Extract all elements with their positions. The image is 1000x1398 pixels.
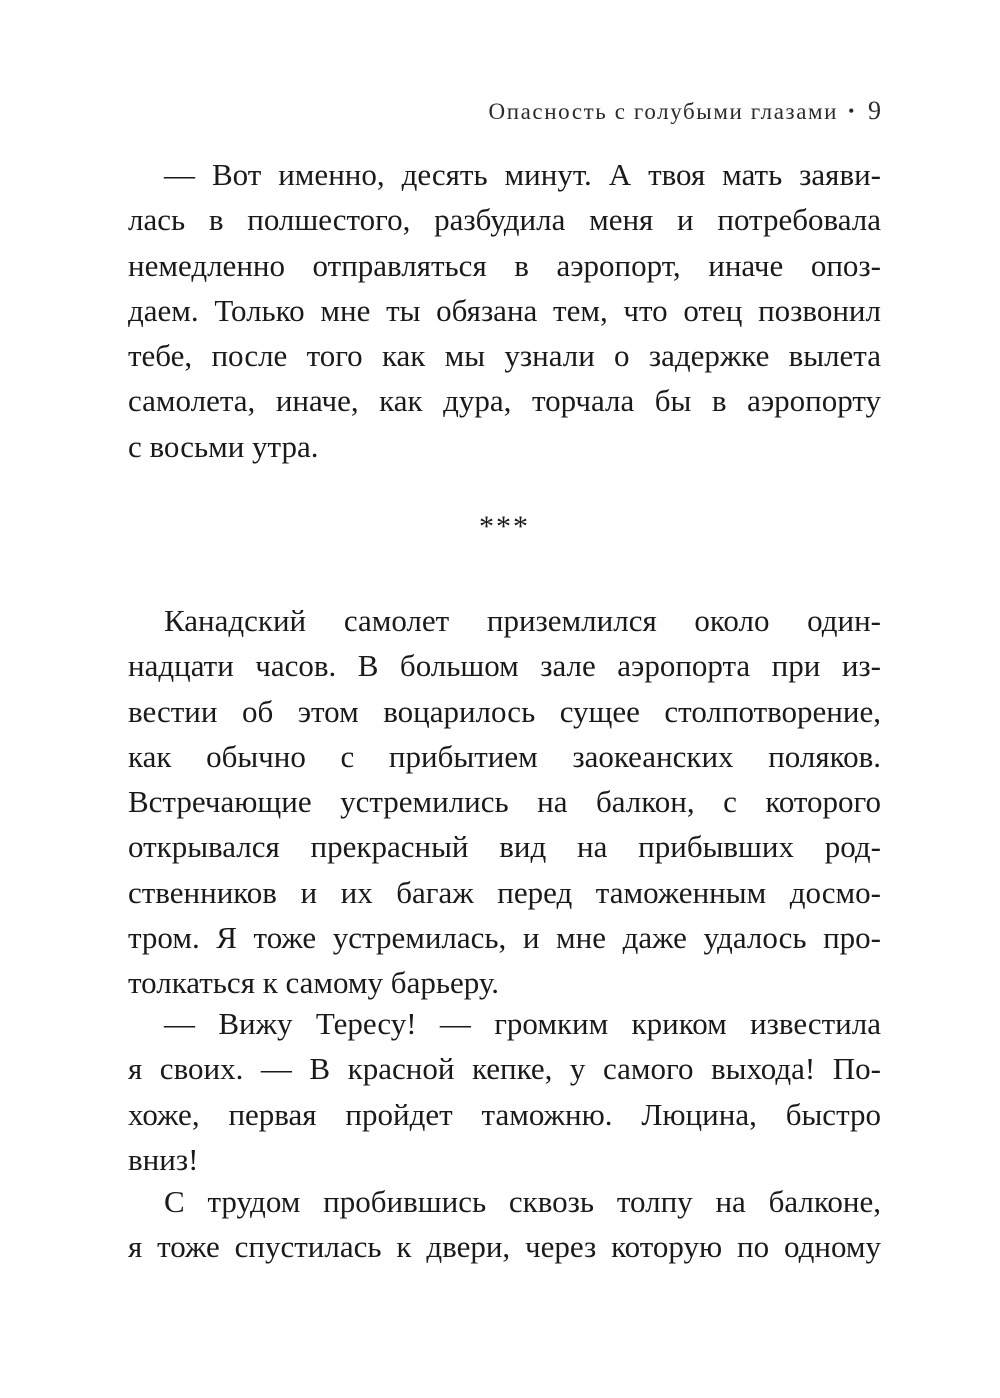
running-title: Опасность с голубыми глазами bbox=[488, 99, 839, 124]
text-line: с восьми утра. bbox=[128, 428, 319, 464]
text-line: тром. Я тоже устремилась, и мне даже удалось про- bbox=[128, 920, 881, 956]
text-line: толкаться к самому барьеру. bbox=[128, 965, 499, 1001]
text-line: открывался прекрасный вид на прибывших род- bbox=[128, 829, 881, 865]
text-line: даем. Только мне ты обязана тем, что отец позвонил bbox=[128, 292, 881, 328]
text-line: Канадский самолет приземлился около один- bbox=[164, 603, 881, 638]
text-line: надцати часов. В большом зале аэропорта при из- bbox=[128, 648, 881, 684]
text-line: я своих. — В красной кепке, у самого выхода! По- bbox=[128, 1051, 881, 1087]
text-line: вестии об этом воцарилось сущее столпотворение, bbox=[128, 693, 881, 729]
text-line: тебе, после того как мы узнали о задержке вылета bbox=[128, 338, 881, 374]
paragraph-dialogue-1 bbox=[128, 152, 881, 469]
section-break: *** bbox=[479, 510, 530, 543]
text-line: лась в полшестого, разбудила меня и потребовала bbox=[128, 202, 881, 238]
bullet-separator: • bbox=[848, 101, 856, 121]
text-line: — Вижу Тересу! — громким криком известила bbox=[164, 1006, 881, 1041]
text-line: как обычно с прибытием заокеанских поляков. bbox=[128, 738, 881, 774]
text-line: вниз! bbox=[128, 1141, 199, 1177]
text-line: С трудом пробившись сквозь толпу на балконе, bbox=[164, 1184, 881, 1219]
paragraph-dialogue-2 bbox=[128, 1001, 881, 1182]
paragraph-narrative-2 bbox=[128, 1179, 881, 1270]
text-line: хоже, первая пройдет таможню. Люцина, быстро bbox=[128, 1096, 881, 1132]
text-line: — Вот именно, десять минут. А твоя мать заяви- bbox=[164, 157, 881, 192]
text-line: ственников и их багаж перед таможенным досмо- bbox=[128, 874, 881, 910]
text-line: я тоже спустилась к двери, через которую по одному bbox=[128, 1229, 881, 1265]
page-number: 9 bbox=[868, 96, 881, 125]
text-line: самолета, иначе, как дура, торчала бы в аэропорту bbox=[128, 383, 881, 419]
paragraph-narrative-1 bbox=[128, 598, 881, 1006]
text-line: Встречающие устремились на балкон, с которого bbox=[128, 784, 881, 820]
text-line: немедленно отправляться в аэропорт, иначе опоз- bbox=[128, 247, 881, 283]
running-header bbox=[128, 96, 881, 126]
